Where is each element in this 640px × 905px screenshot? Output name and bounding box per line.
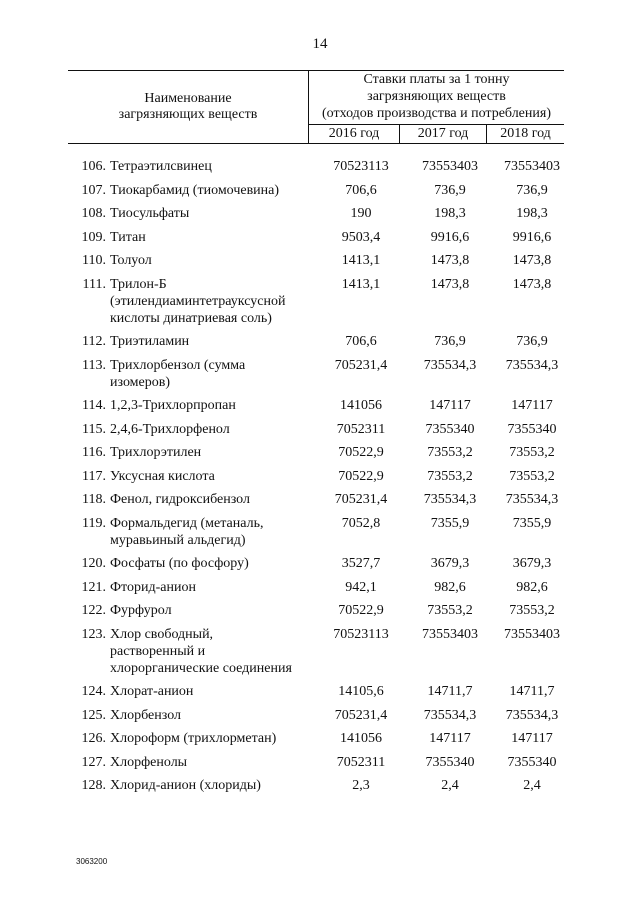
substance-name (110, 754, 316, 771)
table-row (68, 555, 568, 572)
substance-name-line: Тиокарбамид (тиомочевина) (110, 182, 280, 198)
table-row (68, 158, 568, 175)
substance-name (110, 182, 316, 199)
table-row (68, 205, 568, 222)
row-number: 107. (81, 182, 106, 198)
rate-2018: 73553,2 (509, 445, 555, 460)
footer-code: 3063200 (76, 857, 108, 866)
row-number: 127. (81, 754, 106, 770)
rate-2018: 735534,3 (505, 492, 559, 507)
table-row (68, 397, 568, 414)
rate-2016: 141056 (340, 731, 382, 746)
rate-2017: 735534,3 (423, 707, 477, 723)
row-number: 121. (81, 579, 106, 595)
rate-2016: 705231,4 (334, 357, 388, 373)
substance-name (110, 683, 316, 700)
rate-2018: 1473,8 (512, 253, 552, 268)
substance-name-line: муравьиный альдегид) (110, 532, 246, 548)
table-row (68, 626, 568, 677)
rate-2018: 736,9 (516, 334, 548, 349)
substance-name (110, 491, 316, 508)
header-year-2018: 2018 год (500, 126, 551, 141)
substance-name-line: Фенол, гидроксибензол (110, 492, 250, 507)
row-number: 124. (81, 684, 106, 699)
rate-2016: 706,6 (345, 334, 377, 349)
substance-name-line: Трихлорэтилен (110, 445, 202, 460)
row-number: 118. (82, 492, 106, 507)
table-row (68, 182, 568, 199)
substance-name (110, 602, 316, 619)
rate-2017: 982,6 (434, 579, 466, 595)
substance-name (110, 777, 316, 794)
table-row (68, 707, 568, 724)
table-row (68, 333, 568, 350)
rate-2017: 73553,2 (427, 603, 473, 618)
rate-2016: 942,1 (345, 579, 377, 595)
row-number: 122. (81, 603, 106, 618)
rate-2018: 7355340 (507, 421, 557, 437)
substance-name-line: Триэтиламин (110, 334, 190, 349)
rate-2017: 736,9 (434, 334, 466, 349)
rate-2017: 14711,7 (427, 684, 473, 699)
row-number: 115. (82, 421, 106, 437)
substance-name (110, 397, 316, 414)
row-number: 119. (82, 515, 106, 531)
rate-2017: 2,4 (441, 778, 459, 793)
substance-name-line: изомеров) (110, 374, 171, 390)
header-name-column (68, 91, 308, 123)
header-rate-line: (отходов производства и потребления) (322, 106, 551, 121)
rate-2017: 73553403 (422, 159, 478, 174)
table-row (68, 491, 568, 508)
table-row (68, 276, 568, 327)
substance-name (110, 626, 316, 677)
rate-2017: 198,3 (434, 206, 466, 221)
header-year-2016: 2016 год (328, 126, 380, 141)
row-number: 114. (82, 398, 106, 413)
table-row (68, 579, 568, 596)
rate-2017: 147117 (429, 398, 471, 413)
table-row (68, 444, 568, 461)
substance-name-line: Хлорбензол (110, 707, 181, 723)
rate-2016: 70523113 (333, 626, 389, 642)
header-year-2017: 2017 год (417, 126, 469, 141)
rate-2016: 705231,4 (334, 492, 388, 507)
substance-name-line: Хлорфенолы (110, 754, 188, 770)
substance-name-line: хлорорганические соединения (110, 660, 292, 676)
rate-2016: 3527,7 (341, 556, 381, 571)
table-row (68, 602, 568, 619)
row-number: 117. (82, 468, 106, 484)
row-number: 128. (81, 778, 106, 793)
rate-2017: 9916,6 (430, 229, 470, 245)
rate-2018: 73553403 (504, 626, 560, 642)
table-row (68, 468, 568, 485)
rate-2016: 9503,4 (341, 229, 381, 245)
rate-2018: 198,3 (516, 206, 548, 221)
rate-2016: 70522,9 (338, 603, 384, 618)
row-number: 123. (81, 626, 106, 642)
rate-2018: 735534,3 (505, 357, 559, 373)
rate-2017: 147117 (429, 731, 471, 746)
substance-name-line: Уксусная кислота (110, 468, 215, 484)
rate-2018: 73553,2 (509, 603, 555, 618)
rate-2016: 141056 (340, 398, 382, 413)
substance-name (110, 707, 316, 724)
rate-2018: 147117 (511, 731, 553, 746)
rate-2018: 7355,9 (512, 515, 552, 531)
rate-2016: 706,6 (345, 182, 377, 198)
rate-2017: 73553403 (422, 626, 478, 642)
rate-2017: 1473,8 (430, 276, 470, 292)
substance-name (110, 333, 316, 350)
row-number: 110. (82, 253, 106, 268)
table-row (68, 515, 568, 549)
substance-name (110, 444, 316, 461)
rate-2016: 14105,6 (338, 684, 384, 699)
substance-name (110, 468, 316, 485)
rate-2016: 7052311 (336, 754, 386, 770)
rate-2016: 70522,9 (338, 468, 384, 484)
substance-name (110, 579, 316, 596)
substance-name (110, 252, 316, 269)
rate-2018: 1473,8 (512, 276, 552, 292)
rate-2018: 3679,3 (512, 556, 552, 571)
row-number: 116. (82, 445, 106, 460)
rate-2017: 7355340 (425, 421, 475, 437)
rate-2018: 9916,6 (512, 229, 552, 245)
substance-name (110, 205, 316, 222)
substance-name (110, 730, 316, 747)
table-row (68, 754, 568, 771)
substance-name-line: Фторид-анион (110, 579, 196, 595)
substance-name (110, 421, 316, 438)
rate-2016: 7052,8 (341, 515, 381, 531)
substance-name-line: Фосфаты (по фосфору) (110, 556, 249, 571)
substance-name-line: Толуол (110, 253, 152, 268)
rate-2017: 736,9 (434, 182, 466, 198)
substance-name-line: Трилон-Б (110, 276, 167, 292)
rate-2016: 70523113 (333, 159, 389, 174)
table-row (68, 229, 568, 246)
substance-name (110, 276, 316, 327)
rate-2018: 735534,3 (505, 707, 559, 723)
substance-name (110, 229, 316, 246)
substance-name-line: Титан (110, 229, 146, 245)
rate-2017: 735534,3 (423, 492, 477, 507)
substance-name (110, 158, 316, 175)
rate-2017: 735534,3 (423, 357, 477, 373)
header-bottom-rule (68, 143, 564, 144)
rate-2018: 147117 (511, 398, 553, 413)
header-rate-column (309, 71, 564, 122)
rate-2016: 1413,1 (341, 253, 381, 268)
substance-name-line: Формальдегид (метаналь, (110, 515, 264, 531)
rate-2016: 2,3 (352, 778, 370, 793)
table-row (68, 421, 568, 438)
table-header (68, 70, 564, 144)
rate-2017: 7355340 (425, 754, 475, 770)
rate-2017: 73553,2 (427, 445, 473, 460)
row-number: 112. (82, 334, 106, 349)
substance-name-line: Хлор свободный, (110, 626, 214, 642)
substance-name-line: 1,2,3-Трихлорпропан (110, 398, 236, 413)
rate-2018: 73553,2 (509, 468, 555, 484)
rate-2018: 982,6 (516, 579, 548, 595)
table-row (68, 777, 568, 794)
row-number: 108. (81, 206, 106, 221)
rate-2018: 7355340 (507, 754, 557, 770)
header-rate-line: загрязняющих веществ (367, 89, 506, 104)
rate-2016: 705231,4 (334, 707, 388, 723)
rate-2016: 1413,1 (341, 276, 381, 292)
rate-2018: 2,4 (523, 778, 541, 793)
substance-name (110, 515, 316, 549)
substance-name-line: Тиосульфаты (110, 206, 190, 221)
substance-name-line: Хлороформ (трихлорметан) (110, 731, 277, 746)
table-row (68, 357, 568, 391)
table-body (68, 158, 568, 801)
header-name-line: загрязняющих веществ (118, 107, 258, 122)
substance-name (110, 555, 316, 572)
rate-2016: 70522,9 (338, 445, 384, 460)
substance-name (110, 357, 316, 391)
table-row (68, 730, 568, 747)
table-row (68, 683, 568, 700)
substance-name-line: Фурфурол (110, 603, 172, 618)
substance-name-line: кислоты динатриевая соль) (110, 310, 272, 326)
rate-2018: 73553403 (504, 159, 560, 174)
rate-2016: 190 (350, 206, 372, 221)
row-number: 125. (81, 707, 106, 723)
substance-name-line: Хлорат-анион (110, 684, 194, 699)
rate-2016: 7052311 (336, 421, 386, 437)
table-row (68, 252, 568, 269)
rate-2018: 736,9 (516, 182, 548, 198)
rate-2017: 7355,9 (430, 515, 470, 531)
substance-name-line: Тетраэтилсвинец (110, 159, 212, 174)
row-number: 111. (82, 276, 106, 292)
substance-name-line: растворенный и (110, 643, 206, 659)
rate-2017: 3679,3 (430, 556, 470, 571)
row-number: 120. (81, 556, 106, 571)
substance-name-line: 2,4,6-Трихлорфенол (110, 421, 230, 437)
row-number: 106. (81, 159, 106, 174)
header-name-line: Наименование (144, 91, 232, 106)
row-number: 113. (82, 357, 106, 373)
substance-name-line: Трихлорбензол (сумма (110, 357, 246, 373)
rate-2017: 1473,8 (430, 253, 470, 268)
rate-2018: 14711,7 (509, 684, 555, 699)
substance-name-line: (этилендиаминтетрауксусной (110, 293, 286, 309)
row-number: 126. (81, 731, 106, 746)
row-number: 109. (81, 229, 106, 245)
header-rate-line: Ставки платы за 1 тонну (363, 72, 510, 87)
page-number: 14 (312, 36, 328, 52)
rate-2017: 73553,2 (427, 468, 473, 484)
substance-name-line: Хлорид-анион (хлориды) (110, 778, 261, 793)
